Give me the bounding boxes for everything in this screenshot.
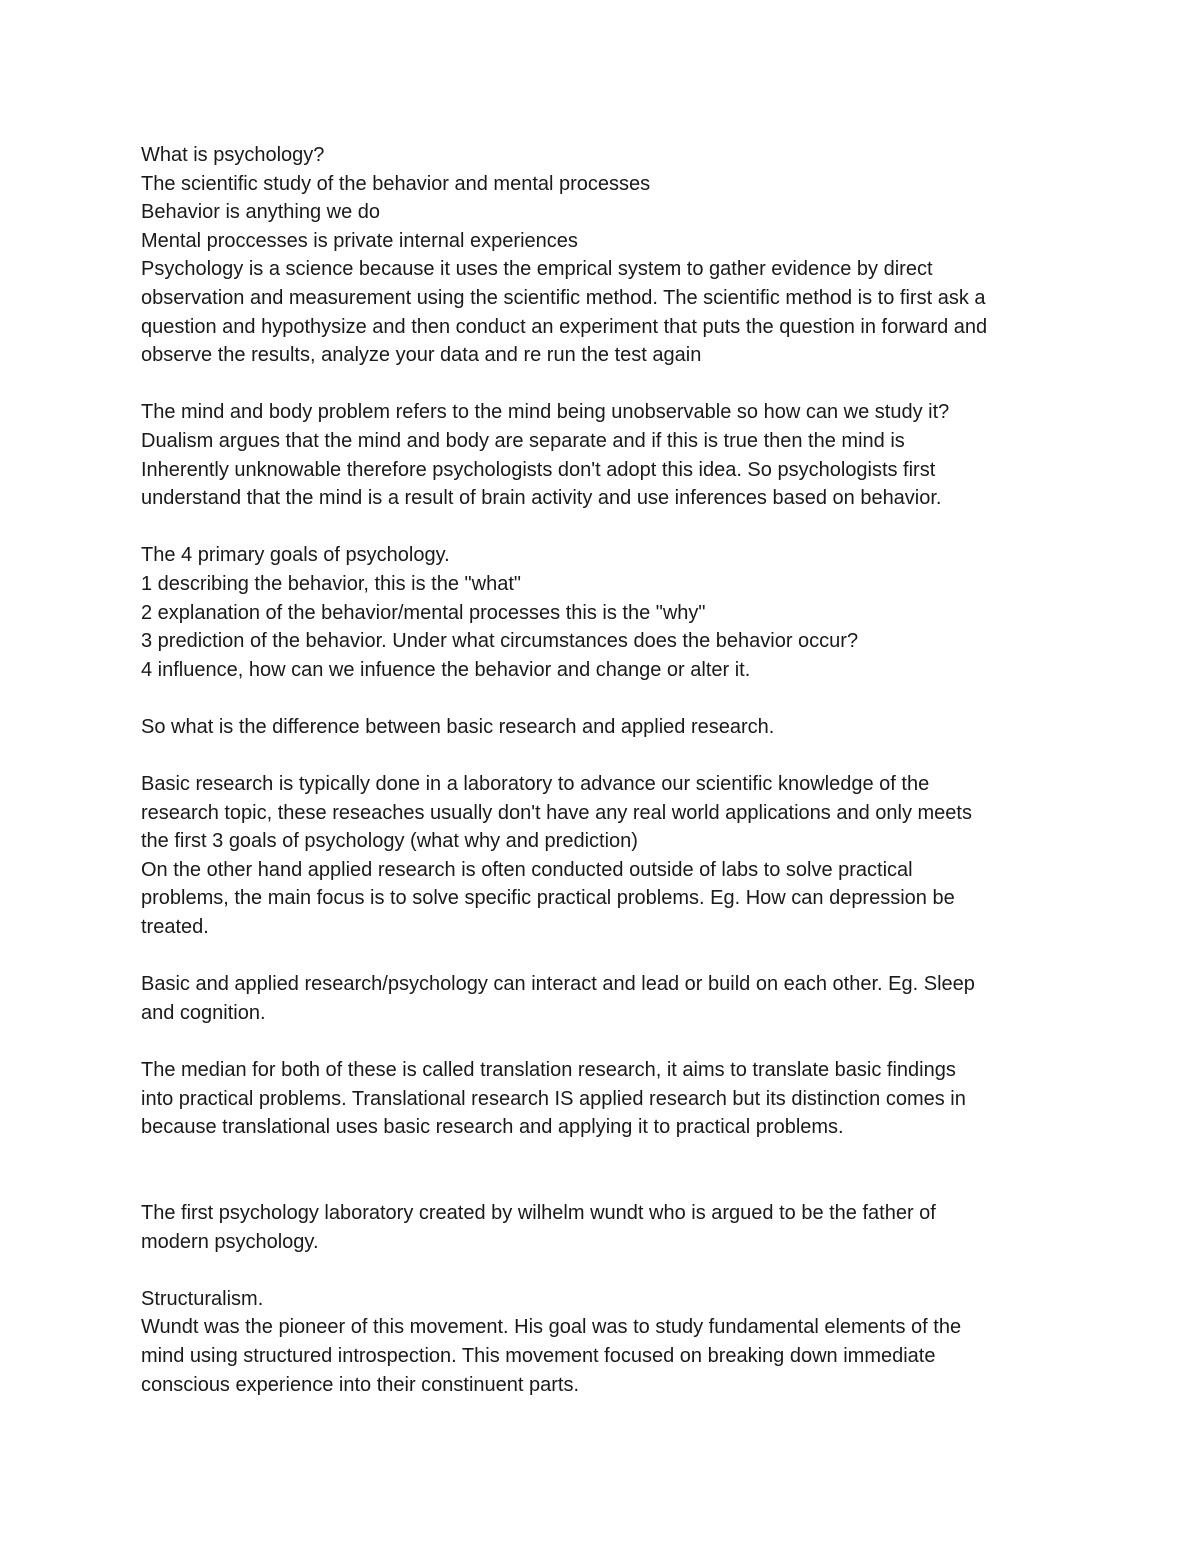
- text-line: The mind and body problem refers to the mind being unobservable so how can we study it?: [141, 401, 950, 424]
- paragraph-spacer: [141, 741, 1071, 770]
- paragraph-spacer: [141, 513, 1071, 542]
- text-line: The median for both of these is called translation research, it aims to translate basic findings: [141, 1059, 956, 1081]
- text-line: because translational uses basic research and applying it to practical problems.: [141, 1116, 844, 1139]
- paragraph-spacer: [141, 370, 1071, 399]
- list-item: 1 describing the behavior, this is the "what": [141, 572, 521, 595]
- paragraph-spacer: [141, 1142, 1071, 1171]
- paragraph-basic-applied-research: [141, 770, 1071, 942]
- text-line: The scientific study of the behavior and mental processes: [141, 172, 651, 195]
- text-line: Mental proccesses is private internal experiences: [141, 229, 578, 252]
- text-line: understand that the mind is a result of brain activity and use inferences based on behavior.: [141, 487, 942, 510]
- paragraph-spacer: [141, 1170, 1071, 1199]
- text-line: The 4 primary goals of psychology.: [141, 544, 450, 567]
- list-item: 3 prediction of the behavior. Under what circumstances does the behavior occur?: [141, 630, 859, 653]
- text-line: mind using structured introspection. This movement focused on breaking down immediate: [141, 1344, 936, 1367]
- text-line: problems, the main focus is to solve specific practical problems. Eg. How can depression be: [141, 887, 955, 910]
- text-line: treated.: [141, 916, 209, 939]
- text-line: observation and measurement using the scientific method. The scientific method is to first ask a: [141, 286, 986, 309]
- text-line: question and hypothysize and then conduct an experiment that puts the question in forward and: [141, 315, 988, 338]
- paragraph-definition: [141, 141, 1071, 370]
- text-line: Behavior is anything we do: [141, 201, 381, 224]
- text-line: the first 3 goals of psychology (what why and prediction): [141, 830, 638, 853]
- paragraph-spacer: [141, 684, 1071, 713]
- text-line: Wundt was the pioneer of this movement. His goal was to study fundamental elements of the: [141, 1316, 962, 1339]
- paragraph-spacer: [141, 1256, 1071, 1285]
- text-line: Dualism argues that the mind and body are separate and if this is true then the mind is: [141, 429, 905, 452]
- paragraph-primary-goals: [141, 541, 1071, 684]
- paragraph-translation-research: [141, 1056, 1071, 1142]
- text-line: Basic and applied research/psychology can interact and lead or build on each other. Eg. Sleep: [141, 973, 975, 996]
- paragraph-structuralism: [141, 1285, 1071, 1399]
- paragraph-spacer: [141, 942, 1071, 971]
- text-line: modern psychology.: [141, 1230, 319, 1253]
- text-line: So what is the difference between basic research and applied research.: [141, 715, 775, 738]
- text-line: conscious experience into their constinuent parts.: [141, 1373, 580, 1396]
- text-line: and cognition.: [141, 1001, 266, 1024]
- text-line: On the other hand applied research is often conducted outside of labs to solve practical: [141, 858, 913, 881]
- list-item: 2 explanation of the behavior/mental processes this is the "why": [141, 601, 706, 624]
- paragraph-spacer: [141, 1027, 1071, 1056]
- list-item: 4 influence, how can we infuence the behavior and change or alter it.: [141, 658, 751, 681]
- text-line: The first psychology laboratory created by wilhelm wundt who is argued to be the father of: [141, 1201, 936, 1224]
- text-line: into practical problems. Translational research IS applied research but its distinction comes in: [141, 1087, 966, 1110]
- paragraph-mind-body-problem: [141, 398, 1071, 512]
- text-line: observe the results, analyze your data and re run the test again: [141, 344, 702, 367]
- paragraph-research-question: [141, 713, 1071, 742]
- text-line: Psychology is a science because it uses the emprical system to gather evidence by direct: [141, 258, 933, 281]
- paragraph-first-laboratory: [141, 1199, 1071, 1256]
- heading-what-is-psychology: What is psychology?: [141, 144, 325, 166]
- document-body: [141, 141, 1071, 1399]
- text-line: Basic research is typically done in a laboratory to advance our scientific knowledge of the: [141, 773, 930, 796]
- text-line: Inherently unknowable therefore psychologists don't adopt this idea. So psychologists first: [141, 458, 936, 481]
- text-line: research topic, these reseaches usually don't have any real world applications and only meets: [141, 801, 972, 824]
- paragraph-interaction: [141, 970, 1071, 1027]
- heading-structuralism: Structuralism.: [141, 1287, 264, 1310]
